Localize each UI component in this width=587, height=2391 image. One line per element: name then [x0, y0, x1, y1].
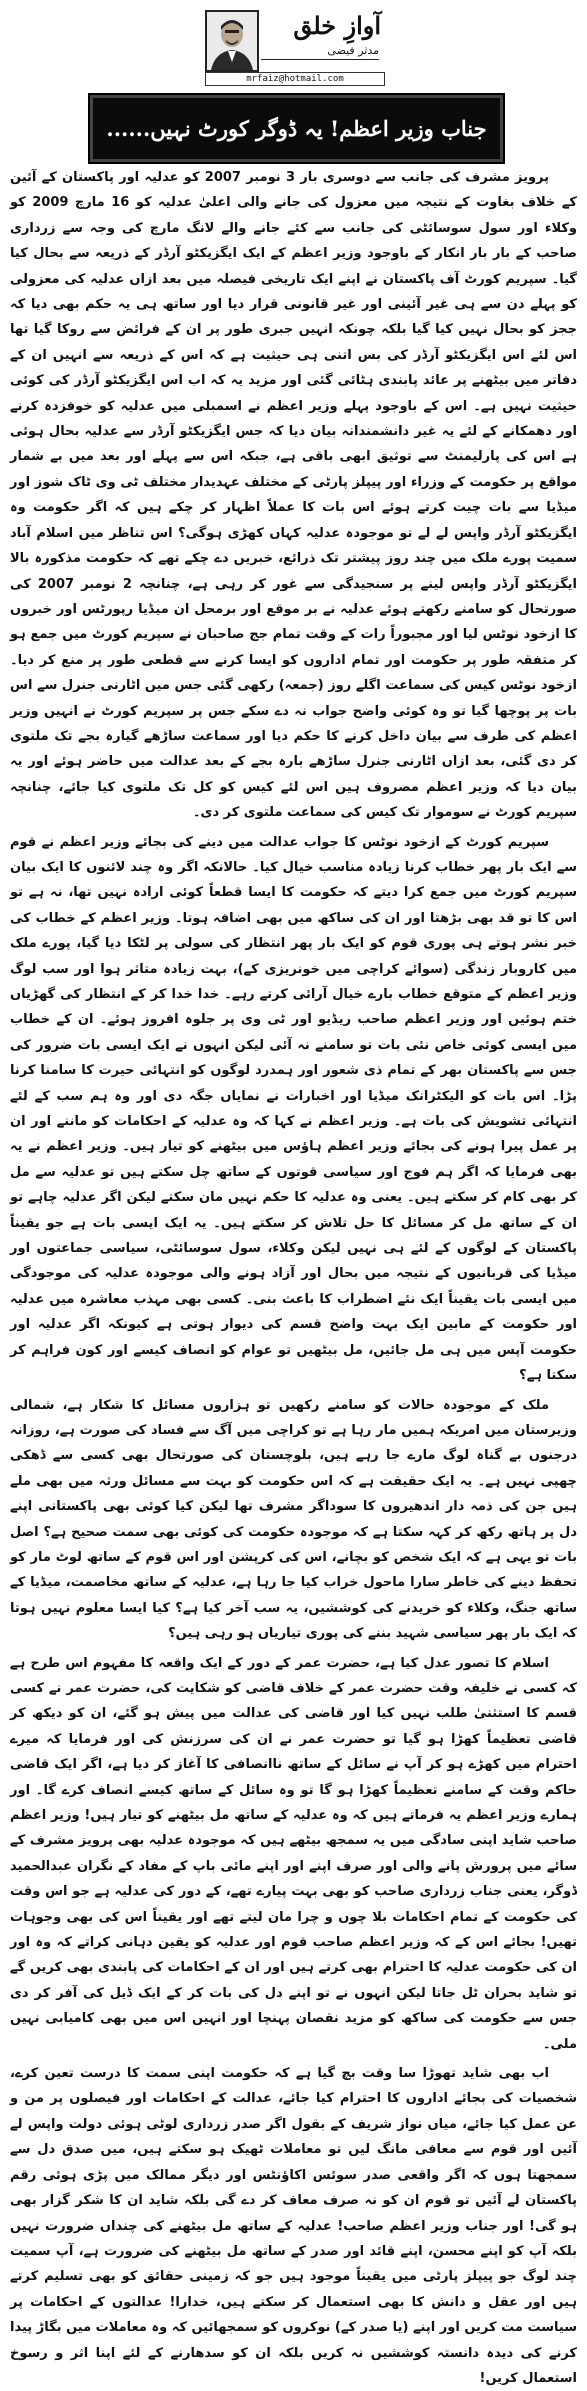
article-paragraph: پرویز مشرف کی جانب سے دوسری بار 3 نومبر 2007 کو عدلیہ اور پاکستان کے آئین کے خلاف بغاوت کے نتیجہ میں معزول کی جانے والی اعلیٰ عدلیہ کو 16 مارچ 2009 کو وکلاء اور سول سوسائٹی کی جانب سے کئے جانے والے لانگ مارچ کی وجہ سے زرداری صاحب کے بار بار انکار کے باوجود وزیر اعظم کے ایک ایگزیکٹو آرڈر کے ذریعہ سے بحال کیا گیا۔ سپریم کورٹ آف پاکستان نے اپنے ایک تاریخی فیصلہ میں بعد ازاں عدلیہ کی معزولی کو پہلے دن سے ہی غیر آئینی اور غیر قانونی قرار دیا اور ساتھ ہی یہ حکم بھی دیا کہ ججز کو بحال نہیں کیا گیا بلکہ چونکہ انہیں جبری طور پر ان کے فرائض سے روکا گیا تھا اس لئے اس ایگزیکٹو آرڈر کی بس اتنی ہی حیثیت ہے کہ اس کے ذریعہ سے انہیں ان کے دفاتر میں بیٹھنے پر عائد پابندی ہٹائی گئی اور مزید یہ کہ اب اس ایگزیکٹو آرڈر کی کوئی حیثیت نہیں ہے۔ اس کے باوجود پہلے وزیر اعظم نے اسمبلی میں عدلیہ کو خوفزدہ کرنے اور دھمکانے کے لئے یہ غیر دانشمندانہ بیان دیا کہ جس ایگزیکٹو آرڈر سے عدلیہ بحال ہوئی ہے اس کی پارلیمنٹ سے توثیق ابھی باقی ہے، جبکہ اس سے پہلے اور بعد میں بے شمار مواقع پر حکومت کے وزراء اور پیپلز پارٹی کے مختلف عہدیدار مختلف ٹی وی ٹاک شوز اور میڈیا سے بات چیت کرتے ہوئے اس بات کا عملاً اظہار کر چکے ہیں کہ اگر حکومت وہ ایگزیکٹو آرڈر واپس لے لے تو موجودہ عدلیہ کہاں کھڑی ہوگی؟ اس تناظر میں اسلام آباد سمیت پورے ملک میں چند روز پیشتر تک ذرائع، خبریں دے چکے تھے کہ حکومت مذکورہ بالا ایگزیکٹو آرڈر واپس لینے پر سنجیدگی سے غور کر رہی ہے، چنانچہ 2 نومبر 2007 کی صورتحال کو سامنے رکھتے ہوئے عدلیہ نے بر موقع اور برمحل ان میڈیا رپورٹس اور خبروں کا ازخود نوٹس لیا اور مجبوراً رات کے وقت تمام جج صاحبان نے سپریم کورٹ میں جمع ہو کر متفقہ طور پر حکومت اور تمام اداروں کو ایسا کرنے سے قطعی طور پر منع کر دیا۔ ازخود نوٹس کیس کی سماعت اگلے روز (جمعہ) رکھی گئی جس میں اٹارنی جنرل سے اس بات پر پوچھا گیا تو وہ کوئی واضح جواب نہ دے سکے جس پر سپریم کورٹ نے انہیں وزیر اعظم کی طرف سے بیان داخل کرنے کا حکم دیا اور سماعت ساڑھے گیارہ بجے تک ملتوی کر دی گئی، بعد ازاں اٹارنی جنرل ساڑھے بارہ بجے کے بعد عدالت میں حاضر ہوئے اور یہ بیان دیا کہ وزیر اعظم مصروف ہیں اس لئے کیس کو کل تک ملتوی کیا جائے، چنانچہ سپریم کورٹ نے سوموار تک کیس کی سماعت ملتوی کر دی۔	[10, 170, 577, 821]
author-photo	[205, 10, 259, 72]
author-portrait-icon	[207, 12, 257, 70]
article-paragraph: اب بھی شاید تھوڑا سا وقت بچ گیا ہے کہ حکومت اپنی سمت کا درست تعین کرے، شخصیات کی بجائے اداروں کا احترام کیا جائے، عدالت کے احکامات اور فیصلوں پر من و عن عمل کیا جائے، میاں نواز شریف کے بقول اگر صدر زرداری لوٹی ہوئی دولت واپس لے آئیں اور قوم سے معافی مانگ لیں تو معاملات ٹھیک ہو سکتے ہیں، میں صدق دل سے سمجھتا ہوں کہ اگر واقعی صدر سوئس اکاؤنٹس اور دیگر ممالک میں پڑی ہوئی رقم پاکستان لے آئیں تو قوم ان کو نہ صرف معاف کر دے گی بلکہ شاید ان کا شکر گزار بھی ہو گی! اور جناب وزیر اعظم صاحب! عدلیہ کے ساتھ مل بیٹھنے کی چنداں ضرورت نہیں بلکہ آپ کو اپنے محسن، اپنے قائد اور صدر کے ساتھ مل بیٹھنے کی ضرورت ہے، آپ سمیت چند لوگ جو پیپلز پارٹی میں یقیناً موجود ہیں جو کہ زمینی حقائق کو بھی تسلیم کرتے ہیں اور عقل و دانش کا بھی استعمال کر سکتے ہیں، خدارا! عدالتوں کے احکامات پر سیاست مت کریں اور اپنے (یا صدر کے) نوکروں کو سمجھائیں کہ وہ معاملات میں بگاڑ پیدا کرنے کی دیدہ دانستہ کوششیں نہ کریں بلکہ ان کو سدھارنے کے لئے اپنا اثر و رسوخ استعمال کریں!	[10, 2066, 577, 2386]
writer-name: مدثر فیضی	[261, 44, 379, 60]
headline-banner	[88, 93, 505, 164]
article-paragraph: ملک کے موجودہ حالات کو سامنے رکھیں تو ہزاروں مسائل کا شکار ہے، شمالی وزیرستان میں امریکہ ہمیں مار رہا ہے تو کراچی میں آگ سے فساد کی صورت ہے، روزانہ درجنوں بے گناہ لوگ مارے جا رہے ہیں، بلوچستان کی صورتحال بھی کسی سے ڈھکی چھپی نہیں ہے۔ یہ ایک حقیقت ہے کہ اس حکومت کو بہت سے مسائل ورثہ میں بھی ملے ہیں جن کی ذمہ دار اندھیروں کا سوداگر مشرف تھا لیکن کیا کوئی بھی پاکستانی اپنے دل پر ہاتھ رکھ کر کہہ سکتا ہے کہ موجودہ حکومت کی کوئی بھی سمت صحیح ہے؟ اصل بات تو یہی ہے کہ ایک شخص کو بچانے، اس کی کرپشن اور اس قوم کے ساتھ لوٹ مار کو تحفظ دینے کی خاطر سارا ماحول خراب کیا جا رہا ہے، عدلیہ کے ساتھ مخاصمت، میڈیا کے ساتھ جنگ، وکلاء کو خریدنے کی کوششیں، یہ سب آخر کیا ہے؟ کیا ایسا معلوم نہیں ہوتا کہ ایک بار پھر سیاسی شہید بننے کی پوری تیاریاں ہو رہی ہیں؟	[10, 1397, 577, 1642]
article-paragraph: سپریم کورٹ کے ازخود نوٹس کا جواب عدالت میں دینے کی بجائے وزیر اعظم نے قوم سے ایک بار پھر خطاب کرنا زیادہ مناسب خیال کیا۔ حالانکہ اگر وہ چند لائنوں کا ایک بیان سپریم کورٹ میں جمع کرا دیتے کہ حکومت کا ایسا قطعاً کوئی ارادہ نہیں تھا، نہ ہے تو اس کا تو قد بھی بڑھتا اور ان کی ساکھ میں بھی اضافہ ہوتا۔ وزیر اعظم کے خطاب کی خبر نشر ہوتے ہی پوری قوم کو ایک بار پھر انتظار کی سولی پر لٹکا دیا گیا، پورے ملک میں کاروبار زندگی (سوائے کراچی میں خونریزی کے)، بہت زیادہ متاثر ہوا اور سب لوگ وزیر اعظم کے متوقع خطاب بارے خیال آرائی کرتے رہے۔ خدا خدا کر کے انتظار کی گھڑیاں ختم ہوئیں اور وزیر اعظم صاحب ریڈیو اور ٹی وی پر جلوہ افروز ہوئے۔ ان کے خطاب میں ایسی کوئی خاص نئی بات تو سامنے نہ آئی لیکن انہوں نے ایک ایسی بات ضرور کی جس سے پاکستان بھر کے تمام ذی شعور اور ہمدرد لوگوں کو انتہائی حیرت کا سامنا کرنا پڑا۔ اس بات کو الیکٹرانک میڈیا اور اخبارات نے نمایاں جگہ دی اور وہ ہم سب کے لئے انتہائی تشویش کی بات ہے۔ وزیر اعظم نے کہا کہ وہ عدلیہ کے احکامات کو ماننے اور ان پر عمل پیرا ہونے کی بجائے وزیر اعظم ہاؤس میں بیٹھنے کو تیار ہیں۔ وزیر اعظم نے یہ بھی فرمایا کہ اگر ہم فوج اور سیاسی قوتوں کے ساتھ چل سکتے ہیں تو عدلیہ سے مل کر بھی کام کر سکتے ہیں۔ یعنی وہ عدلیہ کا حکم نہیں مان سکتے لیکن اگر عدلیہ چاہے تو ان کے ساتھ مل کر مسائل کا حل تلاش کر سکتے ہیں۔ یہ ایک ایسی بات ہے جو یقیناً پاکستان کے لوگوں کے لئے ہی نہیں لیکن وکلاء، سول سوسائٹی، سیاسی جماعتوں اور میڈیا کی قربانیوں کے نتیجہ میں بحال اور آزاد ہونے والی موجودہ عدلیہ کی موجودگی میں ایسی بات یقیناً ایک نئے اضطراب کا باعث بنی۔ کسی بھی مہذب معاشرہ میں عدلیہ اور حکومت کے مابین ایک بہت واضح قسم کی دیوار ہوتی ہے کیونکہ اگر عدلیہ اور حکومت آپس میں ہی مل جائیں، مل بیٹھیں تو عوام کو انصاف کیسے اور کون فراہم کر سکتا ہے؟	[10, 834, 577, 1384]
writer-email[interactable]: mrfaiz@hotmail.com	[205, 72, 385, 86]
article-paragraph: اسلام کا تصور عدل کیا ہے، حضرت عمر کے دور کے ایک واقعہ کا مفہوم اس طرح ہے کہ کسی نے خلیفہ وقت حضرت عمر کے خلاف قاضی کو شکایت کی، حضرت عمر نے کسی قسم کا استثنیٰ طلب نہیں کیا اور قاضی کی عدالت میں پیش ہو گئے، ان کو دیکھ کر قاضی تعظیماً کھڑا ہو گیا تو حضرت عمر نے ان کی سرزنش کی اور فرمایا کہ میرے احترام میں کھڑے ہو کر آپ نے سائل کے ساتھ ناانصافی کا آغاز کر دیا ہے، اگر ایک قاضی حاکم وقت کے سامنے تعظیماً کھڑا ہو گا تو وہ سائل کے ساتھ کیسے انصاف کرے گا۔ اور ہمارے وزیر اعظم یہ فرماتے ہیں کہ وہ عدلیہ کے ساتھ مل بیٹھنے کو تیار ہیں! وزیر اعظم صاحب شاید اپنی سادگی میں یہ سمجھ بیٹھے ہیں کہ موجودہ عدلیہ بھی پرویز مشرف کے سائے میں پرورش پانے والی اور صرف اپنے اور اپنے مائی باپ کے مفاد کے نگران عبدالحمید ڈوگر، یعنی جناب زرداری صاحب کو بھی بہت پیارے تھے، کے دور کی عدلیہ ہے جو اس وقت کی حکومت کے تمام احکامات بلا چوں و چرا مان لیتے تھے اور یقیناً اس کی بھی وجوہات تھیں! بجائے اس کے کہ وزیر اعظم صاحب قوم اور عدلیہ کو یقین دہانی کراتے کہ وہ اور ان کی حکومت عدلیہ کا احترام بھی کرتے ہیں اور ان کے احکامات کی پابندی بھی کریں گے تو شاید بحران ٹل جاتا لیکن انہوں نے تو اپنے دل کی بات کر کے ایک ڈیل کی آفر کر دی جس سے حکومت کی ساکھ کو مزید نقصان پہنچا اور انہیں اس میں بھی کامیابی نہیں ملی۔	[10, 1655, 577, 2052]
article-body	[10, 165, 577, 2386]
column-name: آوازِ خلق	[293, 11, 381, 40]
column-masthead	[205, 8, 387, 86]
headline: جناب وزیر اعظم! یہ ڈوگر کورٹ نہیں......	[106, 116, 487, 141]
